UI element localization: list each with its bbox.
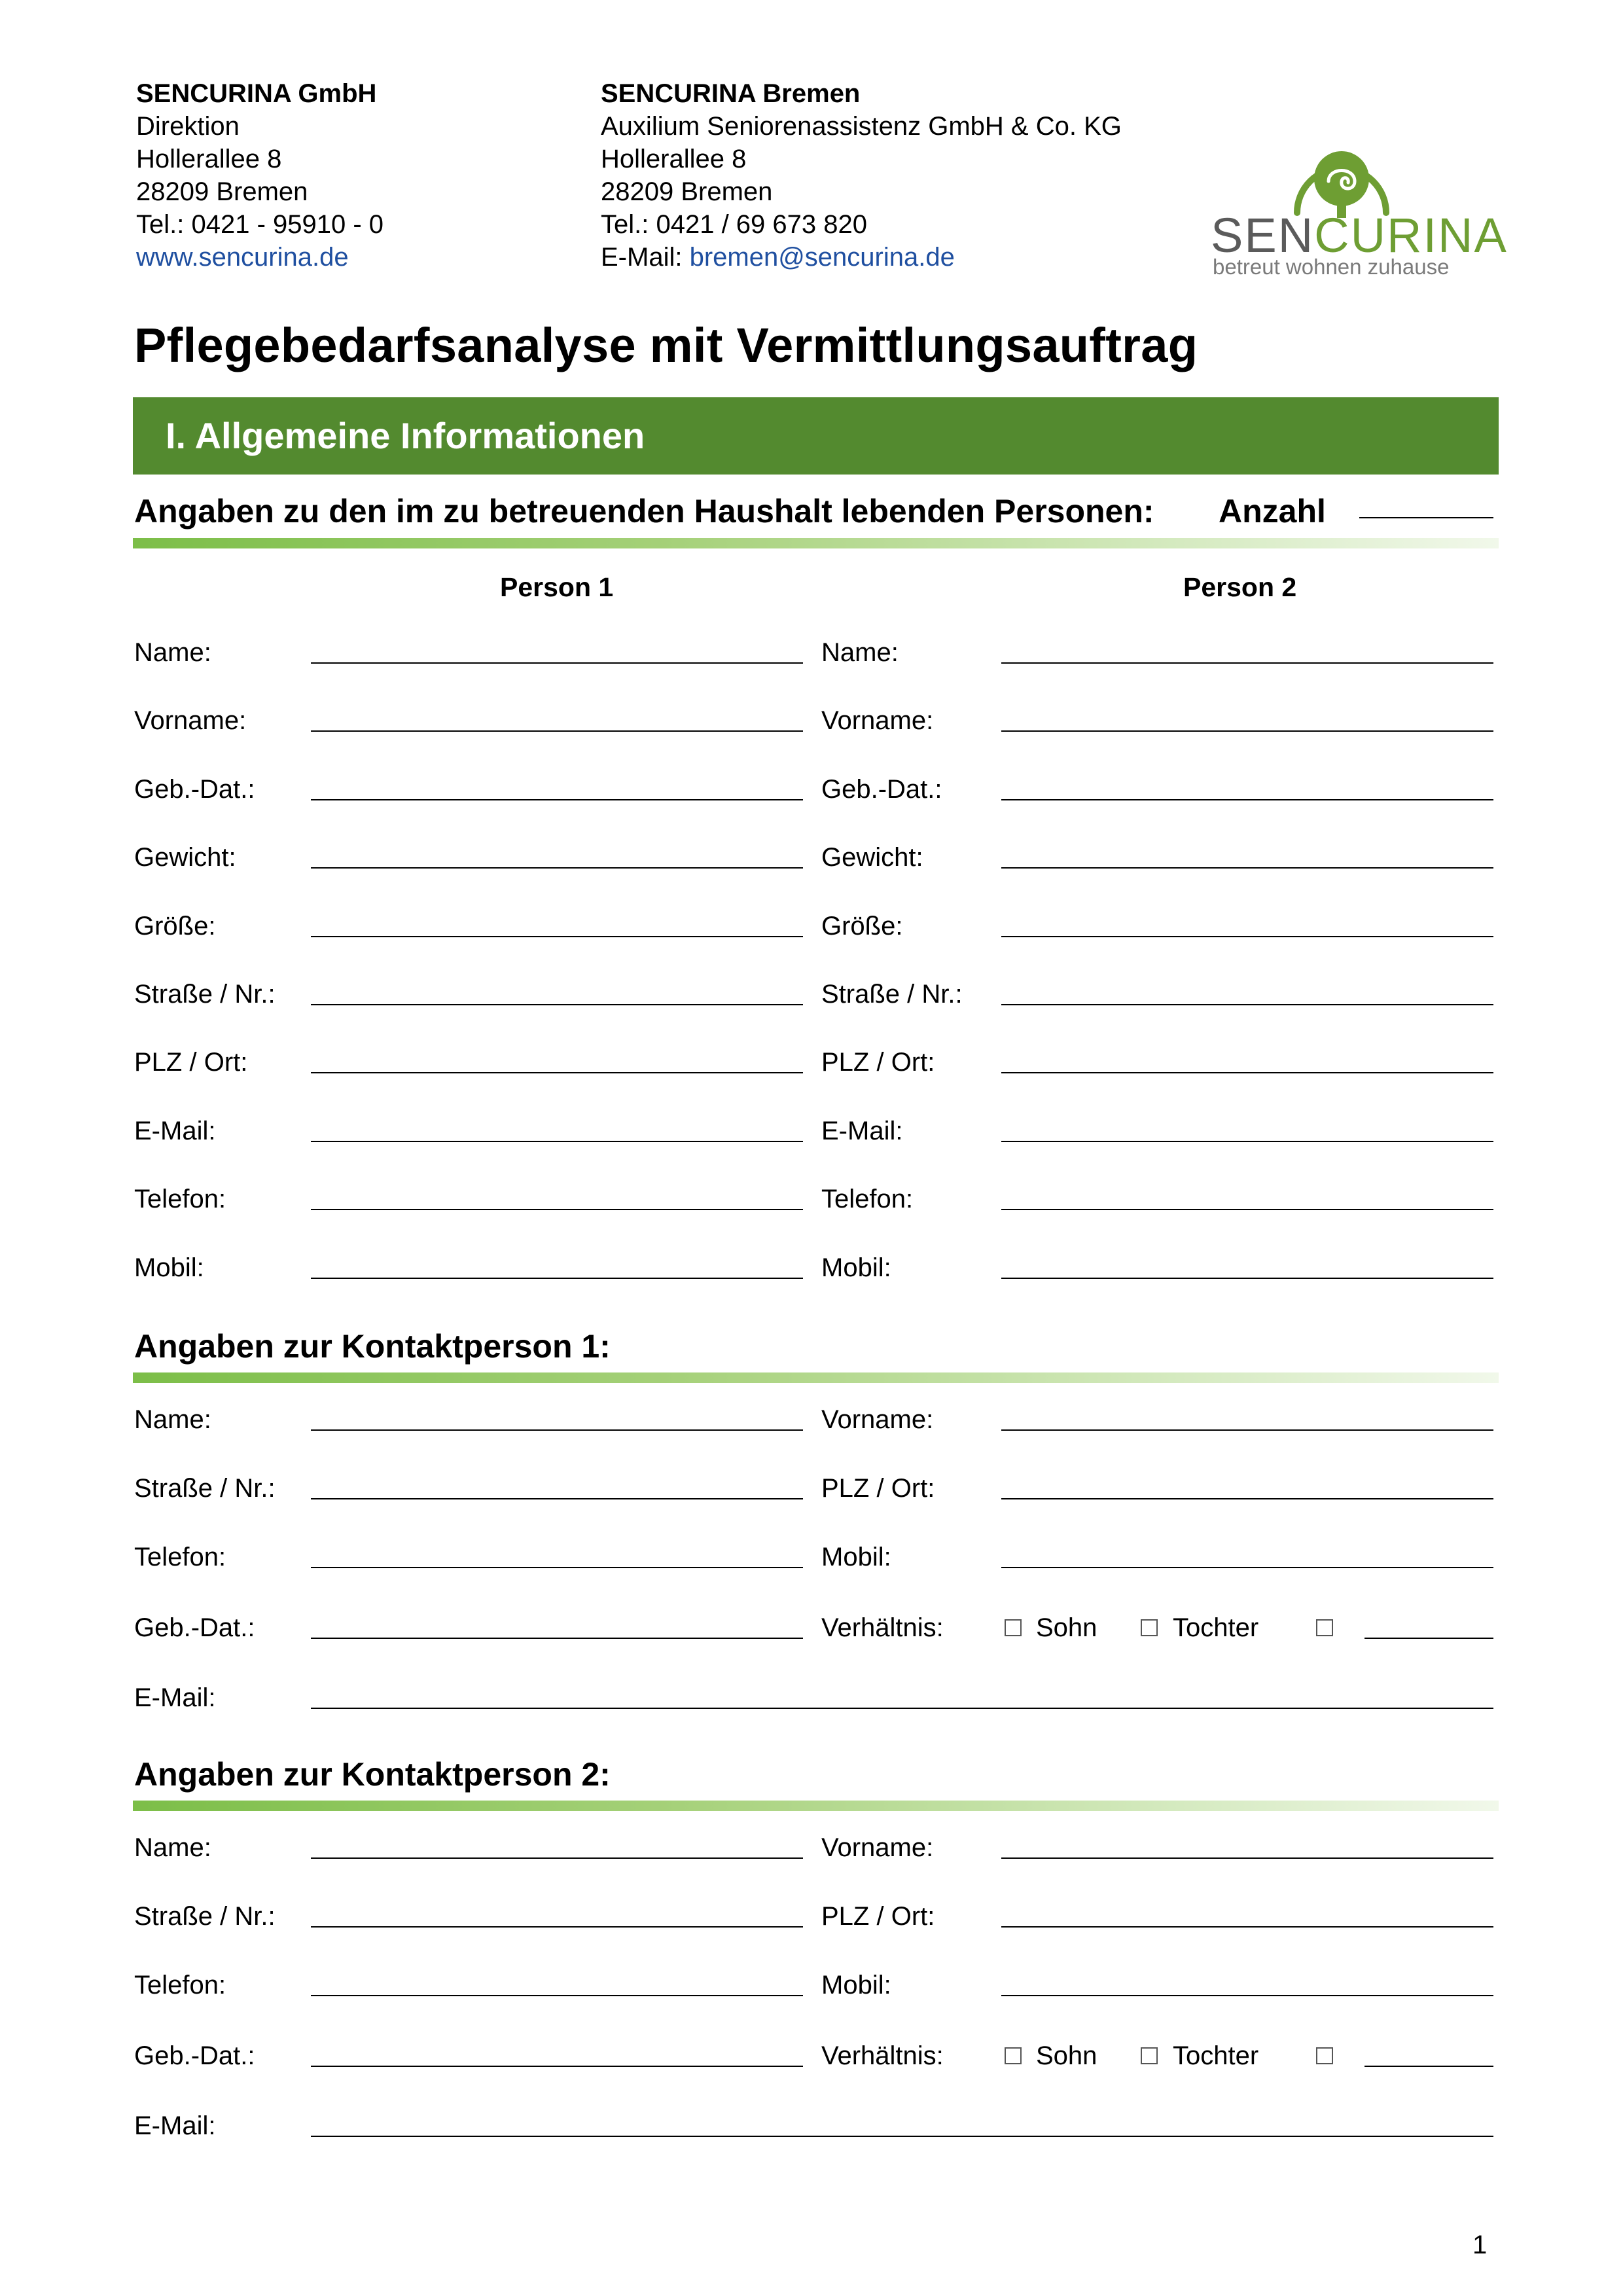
person2-field-label: E-Mail:: [821, 1116, 903, 1145]
contact1-vorname-label: Vorname:: [821, 1405, 934, 1434]
contact2-other-field[interactable]: [1364, 2066, 1493, 2067]
contact1-name-field[interactable]: [311, 1429, 803, 1431]
contact2-mobil-label: Mobil:: [821, 1971, 891, 2000]
contact1-mobil-label: Mobil:: [821, 1543, 891, 1571]
person1-field-label: Mobil:: [134, 1253, 204, 1282]
person1-field-label: Größe:: [134, 911, 216, 941]
contact1-email-field[interactable]: [311, 1708, 1493, 1709]
contact2-sohn-label: Sohn: [1036, 2041, 1097, 2070]
person2-field-label: Gewicht:: [821, 843, 923, 872]
person2-field-label: PLZ / Ort:: [821, 1048, 935, 1077]
section-banner: I. Allgemeine Informationen: [133, 397, 1499, 475]
address-line: Auxilium Seniorenassistenz GmbH & Co. KG: [601, 112, 1122, 141]
contact2-heading: Angaben zur Kontaktperson 2:: [134, 1756, 611, 1793]
person2-field-label: Telefon:: [821, 1185, 914, 1214]
person1-field-label: Vorname:: [134, 706, 247, 736]
contact2-telefon-field[interactable]: [311, 1995, 803, 1996]
person2-input-line[interactable]: [1001, 1004, 1493, 1005]
email-label: E-Mail:: [601, 243, 690, 272]
contact1-heading: Angaben zur Kontaktperson 1:: [134, 1328, 611, 1365]
household-count-field[interactable]: [1359, 517, 1493, 518]
section-divider: [133, 1801, 1499, 1811]
contact2-vorname-label: Vorname:: [821, 1833, 934, 1862]
logo: [1211, 147, 1508, 279]
contact1-other-checkbox[interactable]: [1316, 1619, 1333, 1636]
contact1-verhaeltnis-label: Verhältnis:: [821, 1613, 944, 1642]
contact1-plz-field[interactable]: [1001, 1498, 1493, 1499]
contact2-email-field[interactable]: [311, 2136, 1493, 2137]
section-divider: [133, 538, 1499, 548]
contact1-sohn-checkbox[interactable]: [1005, 1619, 1022, 1636]
contact1-strasse-label: Straße / Nr.:: [134, 1474, 276, 1503]
address-street: Hollerallee 8: [601, 145, 747, 173]
contact1-sohn-label: Sohn: [1036, 1613, 1097, 1642]
company-name: SENCURINA GmbH: [136, 79, 377, 108]
page-number: 1: [1472, 2231, 1488, 2259]
contact2-verhaeltnis-label: Verhältnis:: [821, 2041, 944, 2070]
contact1-other-field[interactable]: [1364, 1638, 1493, 1639]
household-count-label: Anzahl: [1219, 493, 1326, 529]
page-title: Pflegebedarfsanalyse mit Vermittlungsauftrag: [134, 318, 1198, 372]
person1-input-line[interactable]: [311, 730, 803, 732]
person2-field-label: Geb.-Dat.:: [821, 774, 942, 804]
contact2-name-label: Name:: [134, 1833, 211, 1862]
person1-input-line[interactable]: [311, 1209, 803, 1210]
contact2-strasse-label: Straße / Nr.:: [134, 1902, 276, 1931]
person1-field-label: Geb.-Dat.:: [134, 774, 255, 804]
logo-tagline: betreut wohnen zuhause: [1213, 255, 1450, 279]
address-email: [601, 241, 1122, 274]
contact1-telefon-field[interactable]: [311, 1567, 803, 1568]
contact1-gebdat-field[interactable]: [311, 1638, 803, 1639]
person2-input-line[interactable]: [1001, 867, 1493, 869]
contact1-name-label: Name:: [134, 1405, 211, 1434]
contact1-plz-label: PLZ / Ort:: [821, 1474, 935, 1503]
person2-input-line[interactable]: [1001, 662, 1493, 664]
person2-field-label: Mobil:: [821, 1253, 891, 1282]
address-street: Hollerallee 8: [136, 145, 282, 173]
person2-heading: Person 2: [1183, 572, 1297, 602]
address-phone: Tel.: 0421 / 69 673 820: [601, 210, 867, 239]
person1-input-line[interactable]: [311, 1072, 803, 1073]
contact2-mobil-field[interactable]: [1001, 1995, 1493, 1996]
contact2-tochter-checkbox[interactable]: [1141, 2047, 1158, 2064]
contact1-email-label: E-Mail:: [134, 1683, 216, 1712]
contact1-vorname-field[interactable]: [1001, 1429, 1493, 1431]
address-phone: Tel.: 0421 - 95910 - 0: [136, 210, 384, 239]
person2-input-line[interactable]: [1001, 1072, 1493, 1073]
address-line: Direktion: [136, 112, 240, 141]
person1-input-line[interactable]: [311, 1141, 803, 1142]
person1-heading: Person 1: [500, 572, 614, 602]
person1-field-label: Straße / Nr.:: [134, 980, 276, 1009]
contact2-email-label: E-Mail:: [134, 2111, 216, 2140]
contact2-vorname-field[interactable]: [1001, 1857, 1493, 1859]
logo-wordmark-part1: SEN: [1211, 208, 1315, 262]
contact2-gebdat-label: Geb.-Dat.:: [134, 2041, 255, 2070]
person2-input-line[interactable]: [1001, 730, 1493, 732]
contact1-mobil-field[interactable]: [1001, 1567, 1493, 1568]
contact1-tochter-label: Tochter: [1173, 1613, 1259, 1642]
person1-input-line[interactable]: [311, 1004, 803, 1005]
person2-field-label: Name:: [821, 638, 899, 667]
header-right-address: [601, 77, 1122, 274]
contact1-tochter-checkbox[interactable]: [1141, 1619, 1158, 1636]
contact2-sohn-checkbox[interactable]: [1005, 2047, 1022, 2064]
address-city: 28209 Bremen: [601, 177, 773, 206]
person2-field-label: Größe:: [821, 911, 903, 941]
person1-input-line[interactable]: [311, 799, 803, 800]
branch-name: SENCURINA Bremen: [601, 79, 861, 108]
person2-input-line[interactable]: [1001, 1141, 1493, 1142]
contact2-gebdat-field[interactable]: [311, 2066, 803, 2067]
person1-field-label: Name:: [134, 638, 211, 667]
person1-input-line[interactable]: [311, 1278, 803, 1279]
person2-field-label: Vorname:: [821, 706, 934, 736]
person1-field-label: E-Mail:: [134, 1116, 216, 1145]
logo-wordmark-part2: CURINA: [1314, 208, 1508, 262]
contact2-tochter-label: Tochter: [1173, 2041, 1259, 2070]
email-link[interactable]: bremen@sencurina.de: [689, 243, 955, 272]
contact1-strasse-field[interactable]: [311, 1498, 803, 1499]
header-left-address: [136, 77, 383, 274]
person1-field-label: Telefon:: [134, 1185, 226, 1214]
person2-input-line[interactable]: [1001, 936, 1493, 937]
person1-field-label: Gewicht:: [134, 843, 236, 872]
contact1-telefon-label: Telefon:: [134, 1543, 226, 1571]
person2-input-line[interactable]: [1001, 799, 1493, 800]
contact2-other-checkbox[interactable]: [1316, 2047, 1333, 2064]
person1-input-line[interactable]: [311, 867, 803, 869]
contact2-strasse-field[interactable]: [311, 1926, 803, 1928]
contact2-plz-field[interactable]: [1001, 1926, 1493, 1928]
contact1-gebdat-label: Geb.-Dat.:: [134, 1613, 255, 1642]
address-city: 28209 Bremen: [136, 177, 308, 206]
household-heading: Angaben zu den im zu betreuenden Haushalt lebenden Personen:: [134, 493, 1154, 529]
person2-field-label: Straße / Nr.:: [821, 980, 963, 1009]
person1-input-line[interactable]: [311, 662, 803, 664]
website-link[interactable]: www.sencurina.de: [136, 243, 349, 272]
person2-input-line[interactable]: [1001, 1278, 1493, 1279]
person1-field-label: PLZ / Ort:: [134, 1048, 248, 1077]
contact2-name-field[interactable]: [311, 1857, 803, 1859]
contact2-plz-label: PLZ / Ort:: [821, 1902, 935, 1931]
person1-input-line[interactable]: [311, 936, 803, 937]
contact2-telefon-label: Telefon:: [134, 1971, 226, 2000]
person2-input-line[interactable]: [1001, 1209, 1493, 1210]
section-divider: [133, 1372, 1499, 1383]
